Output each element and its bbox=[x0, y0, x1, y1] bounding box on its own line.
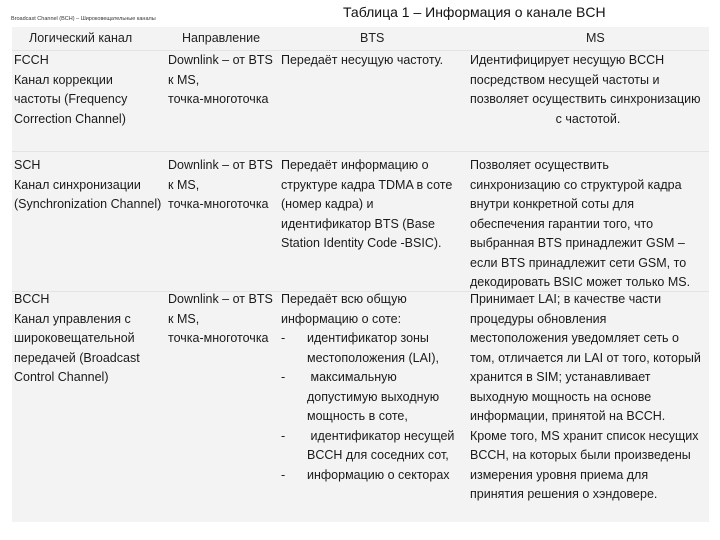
cell-line: хранится в SIM; устанавливает bbox=[470, 370, 651, 384]
bullet-line bbox=[281, 466, 454, 486]
cell-line: передачей (Broadcast bbox=[14, 350, 140, 365]
cell-channel-sch bbox=[14, 156, 161, 215]
header-ms: MS bbox=[586, 31, 605, 45]
cell-line: Downlink – от BTS bbox=[168, 158, 273, 172]
cell-line: Позволяет осуществить bbox=[470, 158, 609, 172]
cell-line: Канал синхронизации bbox=[14, 177, 141, 192]
bullet-item bbox=[281, 427, 454, 466]
cell-line: том, отличается ли LAI от того, который bbox=[470, 350, 701, 365]
cell-line: к MS, bbox=[168, 311, 200, 326]
cell-line: Передаёт информацию о bbox=[281, 158, 429, 172]
cell-bts-sch bbox=[281, 156, 452, 254]
cell-line: выбранная BTS принадлежит GSM – bbox=[470, 236, 685, 250]
cell-line: обеспечения гарантии того, что bbox=[470, 216, 654, 231]
running-header: Broadcast Channel (BCH) – Широковещательные каналы bbox=[11, 16, 156, 22]
cell-line: Идентифицирует несущую BCCH bbox=[470, 53, 665, 67]
cell-line: (Synchronization Channel) bbox=[14, 197, 162, 211]
bullet-dash: - bbox=[281, 467, 286, 482]
bullet-text: информацию о секторах bbox=[307, 467, 450, 482]
cell-bts-fcch bbox=[281, 51, 443, 71]
bullet-continuation: местоположения (LAI), bbox=[307, 350, 440, 365]
cell-line: если BTS принадлежит сети GSM, то bbox=[470, 255, 687, 270]
cell-line: посредством несущей частоты и bbox=[470, 72, 660, 87]
cell-line: (номер кадра) и bbox=[281, 197, 374, 211]
cell-channel-fcch bbox=[14, 51, 127, 129]
cell-line: Принимает LAI; в качестве части bbox=[470, 292, 662, 306]
bullet-dash: - bbox=[281, 428, 286, 443]
cell-line: к MS, bbox=[168, 177, 200, 192]
cell-line: идентификатор BTS (Base bbox=[281, 216, 435, 231]
bullet-text: идентификатор зоны bbox=[307, 331, 429, 345]
bullet-line bbox=[281, 329, 454, 349]
cell-line: SCH bbox=[14, 158, 41, 172]
cell-line: измерения уровня приема для bbox=[470, 467, 649, 482]
cell-line: Кроме того, MS хранит список несущих bbox=[470, 428, 699, 443]
cell-direction-sch bbox=[168, 156, 273, 215]
cell-line: к MS, bbox=[168, 72, 200, 87]
cell-line: Control Channel) bbox=[14, 370, 109, 384]
cell-bts-bcch bbox=[281, 290, 454, 485]
header-bts: BTS bbox=[360, 31, 385, 45]
cell-line: местоположения уведомляет сеть о bbox=[470, 331, 679, 345]
bullet-text: идентификатор несущей bbox=[307, 428, 455, 443]
cell-line: выходную мощность на основе bbox=[470, 389, 652, 404]
cell-line: с частотой. bbox=[555, 111, 621, 126]
page-title: Таблица 1 – Информация о канале BCH bbox=[343, 4, 606, 20]
cell-line: информацию о соте: bbox=[281, 311, 402, 326]
bch-info-table bbox=[12, 27, 709, 522]
cell-line: точка-многоточка bbox=[168, 197, 269, 211]
cell-ms-fcch bbox=[470, 51, 706, 129]
cell-line: частоты (Frequency bbox=[14, 92, 128, 106]
cell-line: внутри конкретной соты для bbox=[470, 197, 634, 211]
cell-line: широковещательной bbox=[14, 331, 135, 345]
cell-channel-bcch bbox=[14, 290, 140, 388]
cell-line: Канал коррекции bbox=[14, 72, 113, 87]
bullet-dash: - bbox=[281, 331, 286, 345]
cell-ms-sch bbox=[470, 156, 690, 293]
cell-line: процедуры обновления bbox=[470, 311, 607, 326]
cell-line: декодировать BSIC может только MS. bbox=[470, 275, 691, 289]
bullet-text: максимальную bbox=[307, 370, 397, 384]
header-logical-channel: Логический канал bbox=[29, 31, 133, 45]
cell-line: Station Identity Code -BSIC). bbox=[281, 236, 442, 250]
bullet-line bbox=[281, 368, 454, 388]
cell-ms-bcch bbox=[470, 290, 701, 505]
cell-line: Downlink – от BTS bbox=[168, 53, 273, 67]
cell-direction-fcch bbox=[168, 51, 273, 110]
bullet-continuation: допустимую выходную bbox=[307, 389, 440, 404]
cell-line: информации, принятой на BCCH. bbox=[470, 409, 666, 423]
cell-line: точка-многоточка bbox=[168, 92, 269, 106]
cell-line: принятия решения о хэндовере. bbox=[470, 487, 658, 501]
cell-direction-bcch bbox=[168, 290, 273, 349]
bullet-continuation: BCCH для соседних сот, bbox=[307, 448, 449, 462]
cell-line: Канал управления с bbox=[14, 311, 131, 326]
row-divider bbox=[12, 151, 709, 152]
bullet-item bbox=[281, 329, 454, 368]
bullet-continuation: мощность в соте, bbox=[307, 409, 408, 423]
cell-line: BCCH bbox=[14, 292, 50, 306]
bullet-dash: - bbox=[281, 370, 286, 384]
cell-line: BCCH, на которых были произведены bbox=[470, 448, 691, 462]
cell-line: Передаёт несущую частоту. bbox=[281, 53, 444, 67]
cell-line: синхронизацию со структурой кадра bbox=[470, 177, 682, 192]
cell-line: позволяет осуществить синхронизацию bbox=[470, 92, 701, 106]
cell-line: FCCH bbox=[14, 53, 49, 67]
cell-line: Передаёт всю общую bbox=[281, 292, 407, 306]
header-direction: Направление bbox=[182, 31, 261, 45]
bullet-line bbox=[281, 427, 454, 447]
cell-line: точка-многоточка bbox=[168, 331, 269, 345]
cell-line: Correction Channel) bbox=[14, 111, 126, 126]
bullet-item bbox=[281, 368, 454, 427]
cell-line: Downlink – от BTS bbox=[168, 292, 273, 306]
bullet-item bbox=[281, 466, 454, 486]
cell-line: структуре кадра TDMA в соте bbox=[281, 177, 453, 192]
